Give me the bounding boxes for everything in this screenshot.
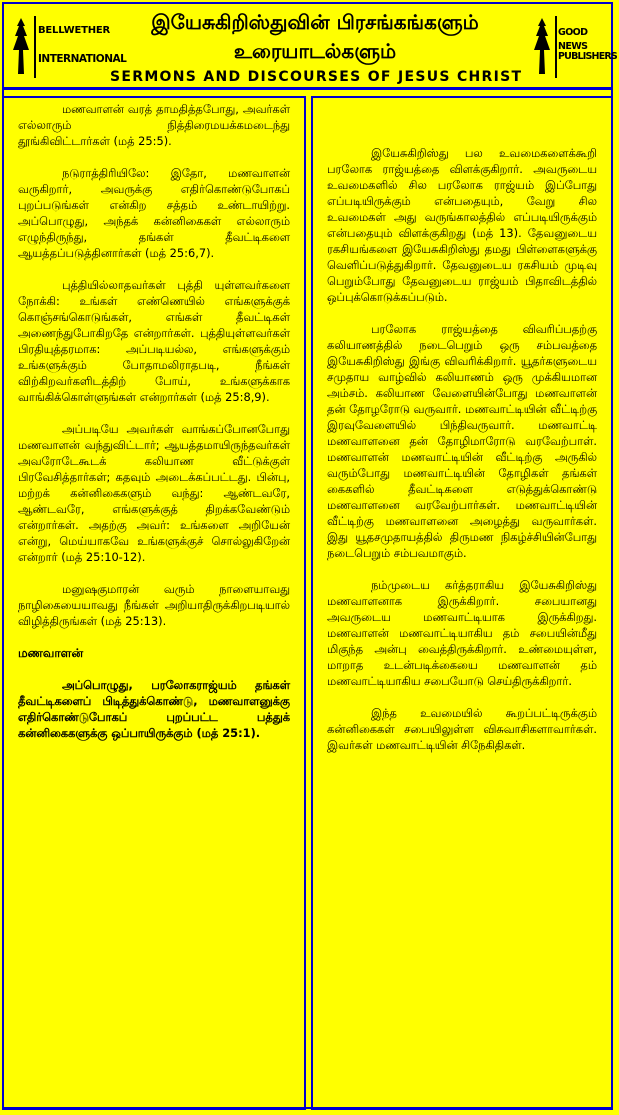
right-column-text: [327, 145, 597, 769]
title-tamil-line1: இயேசுகிறிஸ்துவின் பிரசங்கங்களும்: [151, 10, 479, 34]
right-paragraph-2: பரலோக ராஜ்யத்தை விவரிப்பதற்கு கலியாணத்தில் நடைபெறும் ஒரு சம்பவத்தை இயேசுகிறிஸ்து இங்கு விவரிக்கிறார். யூதர்களுடைய சமுதாய வாழ்வில் கலியாணம் ஒரு முக்கியமான அம்சம். கலியாண வேளையின்போது மணவாளன் தன் தோழரோடு வருவார். மணவாட்டியின் வீட்டிற்கு இரவுவேளையில் பிந்திவருவார். மணவாட்டி மணவாளனை தன் தோழிமாரோடு வரவேற்பாள். மணவாளன் மணவாட்டியின் வீட்டிற்கு அருகில் வரும்போது மணவாட்டியின் தோழிகள் தங்கள் கைகளில் தீவட்டிகளை எடுத்துக்கொண்டு மணவாளனை வரவேற்பார்கள். மணவாட்டியின் வீட்டிற்கு மணவாளனை அழைத்து வருவார்கள். இது யூதசமுதாயத்தில் திருமண நிகழ்ச்சியின்போது நடைபெறும் சம்பவமாகும்.: [327, 322, 597, 560]
left-column: [2, 96, 306, 1110]
bold-paragraph: அப்பொழுது, பரலோகராஜ்யம் தங்கள் தீவட்டிகளைப் பிடித்துக்கொண்டு, மணவாளனுக்கு எதிர்கொண்டுபோகப் புறப்பட்ட பத்துக் கன்னிகைகளுக்கு ஒப்பாயிருக்கும் (மத் 25:1).: [18, 678, 290, 740]
good-news-logo: [531, 8, 617, 82]
left-paragraph-1: மணவாளன் வரத் தாமதித்தபோது, அவர்கள் எல்லாரும் நித்திரைமயக்கமடைந்து தூங்கிவிட்டார்கள் (மத் 25:5).: [18, 102, 290, 148]
right-paragraph-3: நம்முடைய கர்த்தராகிய இயேசுகிறிஸ்து மணவாளனாக இருக்கிறார். சபையானது அவருடைய மணவாட்டியாக இருக்கிறது. மணவாளன் மணவாட்டியாகிய தம் சபையின்மீது மிகுந்த அன்பு வைத்திருக்கிறார். உண்மையுள்ள, மாறாத உடன்படிக்கையை மணவாளன் தம் மணவாட்டியாகிய சபையோடு செய்திருக்கிறார்.: [327, 578, 597, 688]
right-paragraph-1: இயேசுகிறிஸ்து பல உவமைகளைக்கூறி பரலோக ராஜ்யத்தை விளக்குகிறார். அவருடைய உவமைகளில் சில பரலோக ராஜ்யம் இப்போது எப்படியிருக்கும் என்பதையும், வேறு சில உவமைகள் அது வருங்காலத்தில் எப்படியிருக்கும் என்பதையும் விளக்குகிறது (மத் 13). தேவனுடைய ரகசியங்களை இயேசுகிறிஸ்து தமது பிள்ளைகளுக்கு வெளிப்படுத்துகிறார். தேவனுடைய ரகசியம் முடிவு பெறும்போது தேவனுடைய ராஜ்யம் பிதாவிடத்தில் ஒப்புக்கொடுக்கப்படும்.: [327, 146, 597, 304]
bellwether-logo: [8, 8, 127, 82]
left-column-text: [18, 101, 290, 757]
title-english: SERMONS AND DISCOURSES OF JESUS CHRIST: [110, 69, 523, 85]
left-logo-line1: BELLWETHER: [38, 25, 111, 36]
title-tamil-line2: உரையாடல்களும்: [233, 39, 397, 63]
right-logo-line1: GOOD NEWS: [558, 27, 588, 52]
right-paragraph-4: இந்த உவமையில் கூறப்பட்டிருக்கும் கன்னிகைகள் சபையிலுள்ள விசுவாசிகளாவார்கள். இவர்கள் மணவாட்டியின் சிநேகிதிகள்.: [327, 706, 597, 752]
left-paragraph-2: நடுராத்திரியிலே: இதோ, மணவாளன் வருகிறார், அவருக்கு எதிர்கொண்டுபோகப் புறப்படுங்கள் என்கிற சத்தம் உண்டாயிற்று. அப்பொழுது, அந்தக் கன்னிகைகள் எல்லாரும் எழுந்திருந்து, தங்கள் தீவட்டிகளை ஆயத்தப்படுத்தினார்கள் (மத் 25:6,7).: [18, 166, 290, 260]
page-header: [2, 2, 617, 90]
good-news-logo-icon: [531, 16, 553, 76]
left-logo-line2: INTERNATIONAL: [38, 53, 127, 65]
left-paragraph-5: மனுஷகுமாரன் வரும் நாளையாவது நாழிகையையாவது நீங்கள் அறியாதிருக்கிறபடியால் விழித்திருங்கள் (மத் 25:13).: [18, 582, 290, 628]
left-paragraph-4: அப்படியே அவர்கள் வாங்கப்போனபோது மணவாளன் வந்துவிட்டார்; ஆயத்தமாயிருந்தவர்கள் அவரோடேகூடக் கலியாண வீட்டுக்குள் பிரவேசித்தார்கள்; கதவும் அடைக்கப்பட்டது. பின்பு, மற்றக் கன்னிகைகளும் வந்து: ஆண்டவரே, ஆண்டவரே, எங்களுக்குத் திறக்கவேண்டும் என்றார்கள். அதற்கு அவர்: உங்களை அறியேன் என்று, மெய்யாகவே உங்களுக்குச் சொல்லுகிறேன் என்றார் (மத் 25:10-12).: [18, 422, 290, 564]
section-heading: மணவாளன்: [18, 646, 84, 660]
title-box: [110, 6, 523, 86]
bellwether-logo-icon: [10, 16, 32, 76]
right-logo-line2: PUBLISHERS: [558, 51, 617, 62]
right-column: [311, 96, 613, 1110]
left-paragraph-3: புத்தியில்லாதவர்கள் புத்தி யுள்ளவர்களை நோக்கி: உங்கள் எண்ணெயில் எங்களுக்குக் கொஞ்சங்கொடுங்கள், எங்கள் தீவட்டிகள் அணைந்துபோகிறதே என்றார்கள். புத்தியுள்ளவர்கள் பிரதியுத்தரமாக: அப்படியல்ல, எங்களுக்கும் உங்களுக்கும் போதாமலிராதபடி, நீங்கள் விற்கிறவர்களிடத்திற் போய், உங்களுக்காக வாங்கிக்கொள்ளுங்கள் என்றார்கள் (மத் 25:8,9).: [18, 278, 290, 404]
